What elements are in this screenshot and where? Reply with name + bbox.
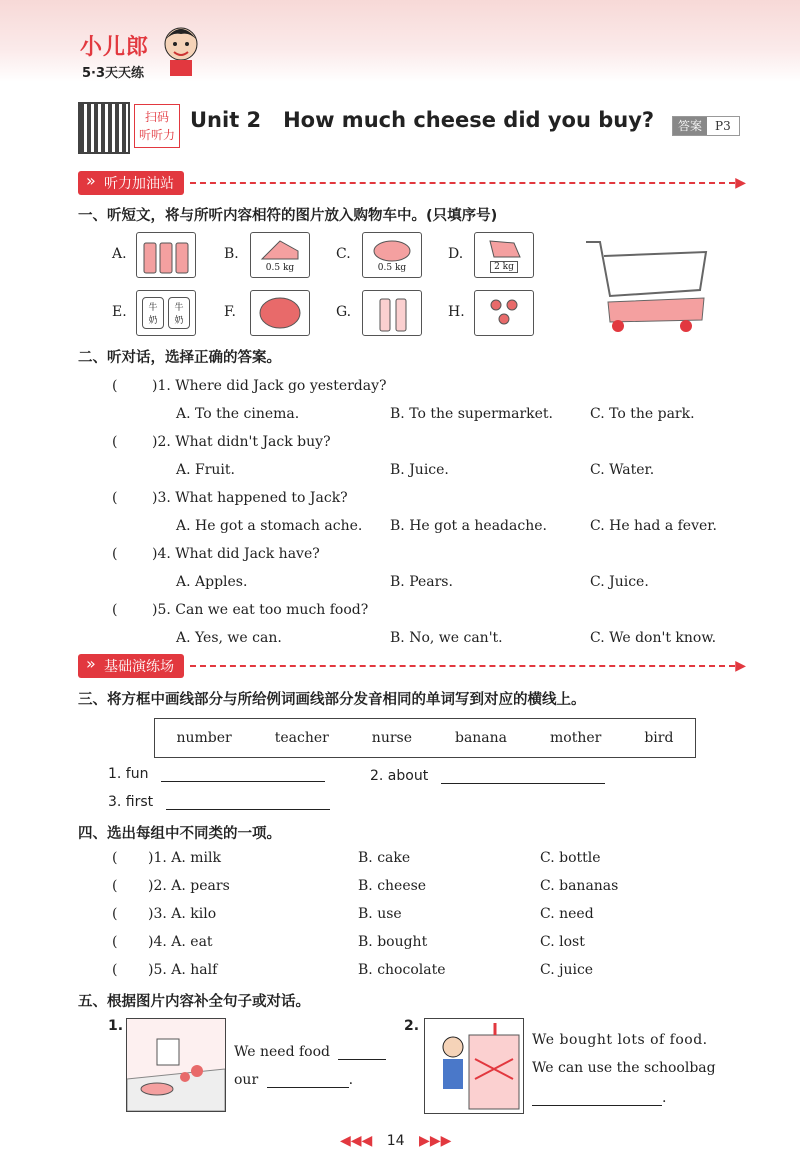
juice-bottles-picture xyxy=(362,290,422,336)
option-c: C. juice xyxy=(540,962,594,978)
answer-blank-2[interactable] xyxy=(441,783,605,784)
option-b: B. chocolate xyxy=(358,962,446,978)
question-text: )5. Can we eat too much food? xyxy=(152,602,369,618)
section-title: » 听力加油站 xyxy=(78,171,184,195)
cupcakes-picture xyxy=(474,290,534,336)
dashed-divider xyxy=(190,665,735,667)
section-banner-listening xyxy=(78,171,746,195)
pic-label-c: C. xyxy=(336,246,351,262)
example-word: nurse xyxy=(371,730,412,746)
answer-page: P3 xyxy=(715,119,731,133)
prompt-1-label: 1. fun xyxy=(108,766,149,782)
option-a: A. Fruit. xyxy=(176,462,235,478)
answer-paren[interactable]: ( xyxy=(112,490,118,506)
pic-label-h: H. xyxy=(448,304,465,320)
option-a: A. He got a stomach ache. xyxy=(176,518,363,534)
option-b: B. bought xyxy=(358,934,428,950)
option-b: B. Pears. xyxy=(390,574,453,590)
option-c: C. Juice. xyxy=(590,574,649,590)
answer-paren[interactable]: ( xyxy=(112,962,118,978)
answer-blank-5-2[interactable] xyxy=(532,1105,662,1106)
option-c: C. He had a fever. xyxy=(590,518,717,534)
jar-label-2: 牛奶 xyxy=(168,297,190,329)
pic-label-a: A. xyxy=(112,246,127,262)
page-title: Unit 2 How much cheese did you buy? xyxy=(190,108,655,132)
answer-blank-3[interactable] xyxy=(166,809,330,810)
question-text: )1. Where did Jack go yesterday? xyxy=(152,378,387,394)
option-a: )2. A. pears xyxy=(148,878,230,894)
pic-label-b: B. xyxy=(224,246,239,262)
answer-paren[interactable]: ( xyxy=(112,850,118,866)
answer-paren[interactable]: ( xyxy=(112,878,118,894)
cheese-picture xyxy=(250,232,310,278)
prompt-3-label: 3. first xyxy=(108,794,154,810)
option-a: A. Yes, we can. xyxy=(176,630,282,646)
page-number: 14 xyxy=(386,1133,405,1149)
answer-blank-5-1b[interactable] xyxy=(267,1087,349,1088)
picnic-picture xyxy=(126,1018,226,1112)
option-b: B. No, we can't. xyxy=(390,630,503,646)
answer-blank-5-1a[interactable] xyxy=(338,1059,386,1060)
jar-label-1: 牛奶 xyxy=(142,297,164,329)
next-arrows-icon: ▶▶▶ xyxy=(419,1133,452,1149)
sentence-2c: . xyxy=(532,1090,666,1106)
option-b: B. cheese xyxy=(358,878,427,894)
prev-arrows-icon: ◀◀◀ xyxy=(340,1133,373,1149)
answer-paren[interactable]: ( xyxy=(112,546,118,562)
item-number-2: 2. xyxy=(404,1018,420,1034)
scan-listen-label xyxy=(134,104,180,148)
option-c: C. need xyxy=(540,906,594,922)
question-4-title: 四、选出每组中不同类的一项。 xyxy=(78,826,281,842)
arrow-icon: ▶ xyxy=(735,658,746,674)
weight-note-b: 0.5 kg xyxy=(265,263,295,273)
weight-note-d: 2 kg xyxy=(490,261,518,273)
option-a: A. Apples. xyxy=(176,574,248,590)
sentence-2b: We can use the schoolbag xyxy=(532,1060,716,1076)
example-word: teacher xyxy=(274,730,329,746)
example-word: bird xyxy=(644,730,674,746)
answer-paren[interactable]: ( xyxy=(112,378,118,394)
answer-badge xyxy=(672,116,740,136)
prompt-3 xyxy=(108,794,330,810)
option-a: )3. A. kilo xyxy=(148,906,217,922)
answer-paren[interactable]: ( xyxy=(112,934,118,950)
qr-code-icon[interactable] xyxy=(78,102,130,154)
option-c: C. lost xyxy=(540,934,585,950)
section-title: » 基础演练场 xyxy=(78,654,184,678)
page-footer xyxy=(340,1133,451,1149)
sentence-1a-text: We need food xyxy=(234,1044,330,1060)
option-b: B. He got a headache. xyxy=(390,518,547,534)
option-c: C. We don't know. xyxy=(590,630,717,646)
question-1-title: 一、听短文，将与所听内容相符的图片放入购物车中。(只填序号) xyxy=(78,208,498,224)
answer-paren[interactable]: ( xyxy=(112,434,118,450)
question-text: )3. What happened to Jack? xyxy=(152,490,348,506)
example-word: banana xyxy=(454,730,508,746)
option-a: )4. A. eat xyxy=(148,934,213,950)
shopping-cart-icon xyxy=(582,236,712,336)
question-5-title: 五、根据图片内容补全句子或对话。 xyxy=(78,994,310,1010)
sentence-1a xyxy=(234,1044,386,1060)
pic-label-d: D. xyxy=(448,246,464,262)
sentence-2a: We bought lots of food. xyxy=(532,1032,708,1048)
question-3-title: 三、将方框中画线部分与所给例词画线部分发音相同的单词写到对应的横线上。 xyxy=(78,692,586,708)
scan-label-1: 扫码 xyxy=(144,110,169,124)
pic-label-g: G. xyxy=(336,304,352,320)
option-c: C. bananas xyxy=(540,878,619,894)
watermelon-picture xyxy=(250,290,310,336)
answer-paren[interactable]: ( xyxy=(112,906,118,922)
option-b: B. cake xyxy=(358,850,411,866)
pic-label-e: E. xyxy=(112,304,127,320)
word-box xyxy=(154,718,696,758)
option-b: B. Juice. xyxy=(390,462,449,478)
option-a: A. To the cinema. xyxy=(176,406,300,422)
prompt-2 xyxy=(370,768,605,784)
fruit-basket-picture xyxy=(362,232,422,278)
option-a: )5. A. half xyxy=(148,962,218,978)
example-word: mother xyxy=(550,730,602,746)
item-number-1: 1. xyxy=(108,1018,124,1034)
option-a: )1. A. milk xyxy=(148,850,221,866)
milk-jars-picture xyxy=(136,290,196,336)
answer-paren[interactable]: ( xyxy=(112,602,118,618)
section-banner-basics xyxy=(78,654,746,678)
option-c: C. To the park. xyxy=(590,406,695,422)
answer-blank-1[interactable] xyxy=(161,781,325,782)
weight-note-c: 0.5 kg xyxy=(377,263,407,273)
scan-label-2: 听听力 xyxy=(138,128,175,142)
arrow-icon: ▶ xyxy=(735,175,746,191)
prompt-1 xyxy=(108,766,325,782)
option-b: B. use xyxy=(358,906,402,922)
sentence-1b-text: our xyxy=(234,1072,259,1088)
question-text: )4. What did Jack have? xyxy=(152,546,320,562)
answer-label: 答案 xyxy=(673,117,707,135)
meat-picture xyxy=(474,232,534,278)
mascot-icon xyxy=(160,22,202,78)
option-c: C. bottle xyxy=(540,850,601,866)
brand-logo: 小儿郎 xyxy=(80,35,150,60)
dashed-divider xyxy=(190,182,735,184)
question-text: )2. What didn't Jack buy? xyxy=(152,434,331,450)
schoolbag-picture xyxy=(424,1018,524,1114)
milk-bottles-picture xyxy=(136,232,196,278)
sentence-1b: our . xyxy=(234,1072,354,1088)
pic-label-f: F. xyxy=(224,304,236,320)
option-b: B. To the supermarket. xyxy=(390,406,553,422)
series-name: 5·3天天练 xyxy=(82,66,145,81)
option-c: C. Water. xyxy=(590,462,655,478)
question-2-title: 二、听对话，选择正确的答案。 xyxy=(78,350,281,366)
prompt-2-label: 2. about xyxy=(370,768,429,784)
example-word: number xyxy=(176,730,232,746)
